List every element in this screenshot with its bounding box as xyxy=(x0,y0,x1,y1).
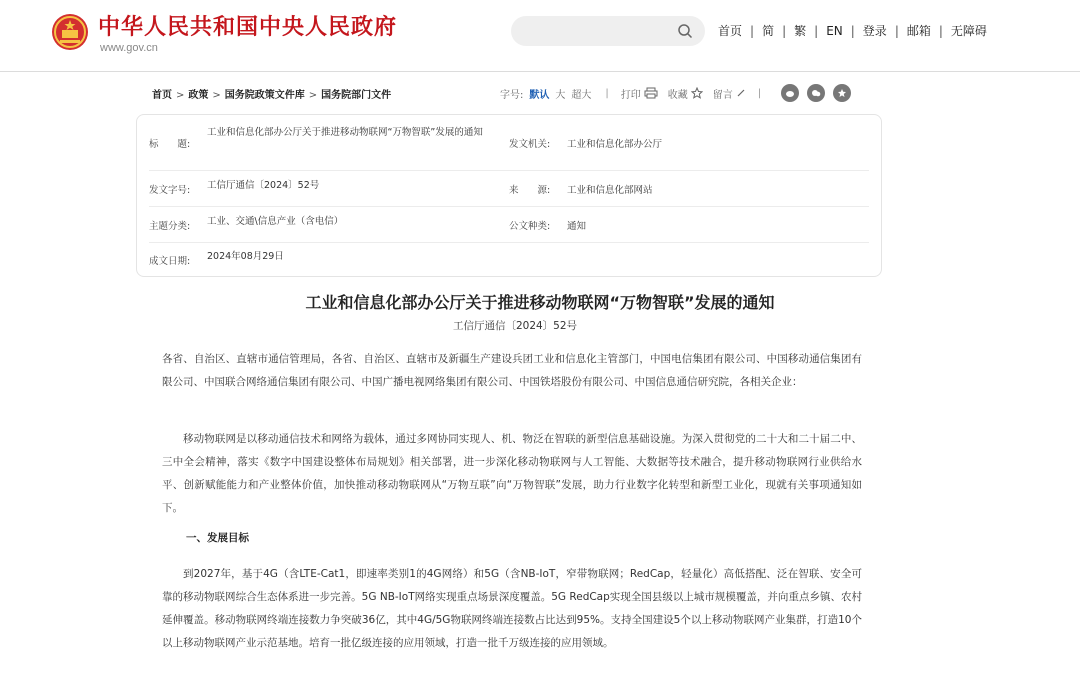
print-label: 打印 xyxy=(620,89,641,101)
nav-accessibility[interactable]: 无障碍 xyxy=(950,24,987,38)
title-label: 标 题: xyxy=(149,139,191,150)
nav-simplified[interactable]: 简 xyxy=(762,24,775,38)
toolbar-separator: | xyxy=(757,87,762,99)
topic-label: 主题分类: xyxy=(149,221,191,232)
nav-separator: | xyxy=(814,23,819,38)
breadcrumb-home[interactable]: 首页 xyxy=(152,90,172,101)
breadcrumb xyxy=(152,86,391,101)
pen-icon xyxy=(736,88,746,98)
nav-separator: | xyxy=(938,23,943,38)
nav-separator: | xyxy=(850,23,855,38)
site-title[interactable]: 中华人民共和国中央人民政府 xyxy=(98,15,398,40)
wechat-share-icon[interactable] xyxy=(807,84,825,102)
issuer-value: 工业和信息化部办公厅 xyxy=(567,139,663,150)
section-heading: 一、发展目标 xyxy=(186,532,249,544)
comment-label: 留言 xyxy=(712,89,733,101)
article-paragraph: 移动物联网是以移动通信技术和网络为载体，通过多网协同实现人、机、物泛在智联的新型信息基础设施。为深入贯彻党的二十大和二十届二中、三中全会精神，落实《数字中国建设整体布局规划》相关部署，进一步深化移动物联网与人工智能、大数据等技术融合，提升移动物联网行业供给水平、创新赋能能力和产业整体价值，加快推动移动物联网从“万物互联”向“万物智联”发展，助力行业数字化转型和新型工业化，现就有关事项通知如下。 xyxy=(162,433,862,514)
breadcrumb-separator: > xyxy=(212,90,221,101)
info-row-docno xyxy=(149,171,869,207)
font-size-xlarge[interactable]: 超大 xyxy=(571,89,592,101)
date-label: 成文日期: xyxy=(149,256,191,267)
nav-english[interactable]: EN xyxy=(826,23,843,38)
search-icon[interactable] xyxy=(677,23,693,39)
breadcrumb-policy[interactable]: 政策 xyxy=(188,90,209,101)
nav-separator: | xyxy=(894,23,899,38)
article-doc-number: 工信厅通信〔2024〕52号 xyxy=(452,320,578,332)
topic-value: 工业、交通\信息产业（含电信） xyxy=(207,216,344,227)
document-info-box xyxy=(136,114,882,277)
source-value: 工业和信息化部网站 xyxy=(567,185,653,196)
docno-value: 工信厅通信〔2024〕52号 xyxy=(207,180,320,191)
search-input[interactable] xyxy=(511,16,705,46)
breadcrumb-separator: > xyxy=(176,90,185,101)
title-value: 工业和信息化部办公厅关于推进移动物联网“万物智联”发展的通知 xyxy=(207,127,483,138)
article-title: 工业和信息化部办公厅关于推进移动物联网“万物智联”发展的通知 xyxy=(305,293,775,312)
comment-button[interactable] xyxy=(713,86,746,101)
favorite-button[interactable] xyxy=(668,86,703,101)
docno-label: 发文字号: xyxy=(149,185,191,196)
nav-login[interactable]: 登录 xyxy=(862,24,887,38)
site-header xyxy=(0,0,1080,72)
issuer-label: 发文机关: xyxy=(509,139,551,150)
breadcrumb-policy-library[interactable]: 国务院政策文件库 xyxy=(224,90,305,101)
favorite-label: 收藏 xyxy=(667,89,688,101)
article-paragraph: 各省、自治区、直辖市通信管理局，各省、自治区、直辖市及新疆生产建设兵团工业和信息化主管部门，中国电信集团有限公司、中国移动通信集团有限公司、中国联合网络通信集团有限公司、中国广播电视网络集团有限公司、中国铁塔股份有限公司、中国信息通信研究院，各相关企业： xyxy=(162,353,862,388)
article-toolbar xyxy=(500,84,851,102)
weibo-share-icon[interactable] xyxy=(781,84,799,102)
site-url: www.gov.cn xyxy=(100,42,158,54)
printer-icon xyxy=(644,87,658,99)
star-icon xyxy=(691,87,703,99)
info-row-title xyxy=(149,121,869,171)
info-row-date xyxy=(149,243,869,275)
breadcrumb-separator: > xyxy=(308,90,318,101)
more-share-icon[interactable] xyxy=(833,84,851,102)
info-row-topic xyxy=(149,207,869,243)
source-label: 来 源: xyxy=(509,185,551,196)
type-value: 通知 xyxy=(567,221,587,232)
print-button[interactable] xyxy=(621,86,658,101)
nav-separator: | xyxy=(750,23,755,38)
font-size-large[interactable]: 大 xyxy=(555,89,566,101)
nav-mail[interactable]: 邮箱 xyxy=(906,24,931,38)
font-size-label: 字号: xyxy=(500,89,524,101)
type-label: 公文种类: xyxy=(509,221,551,232)
font-size-default[interactable]: 默认 xyxy=(529,89,550,101)
national-emblem-icon[interactable] xyxy=(50,12,90,52)
top-nav xyxy=(718,22,987,39)
toolbar-separator: | xyxy=(605,87,609,99)
nav-traditional[interactable]: 繁 xyxy=(794,24,807,38)
nav-home[interactable]: 首页 xyxy=(718,24,743,38)
nav-separator: | xyxy=(782,23,787,38)
date-value: 2024年08月29日 xyxy=(207,251,284,262)
share-group xyxy=(773,84,851,102)
article-paragraph: 到2027年，基于4G（含LTE-Cat1，即速率类别1的4G网络）和5G（含NB-IoT，窄带物联网；RedCap，轻量化）高低搭配、泛在智联、安全可靠的移动物联网综合生态体系进一步完善。5G NB-IoT网络实现重点场景深度覆盖。5G RedCap实现全国县级以上城市规模覆盖，并向重点乡镇、农村延伸覆盖。移动物联网终端连接数力争突破36亿，其中4G/5G物联网终端连接数占比达到95%。支持全国建设5个以上移动物联网产业集群，打造10个以上移动物联网产业示范基地。培育一批亿级连接的应用领域，打造一批千万级连接的应用领域。 xyxy=(162,568,862,649)
breadcrumb-department-docs[interactable]: 国务院部门文件 xyxy=(321,90,392,101)
